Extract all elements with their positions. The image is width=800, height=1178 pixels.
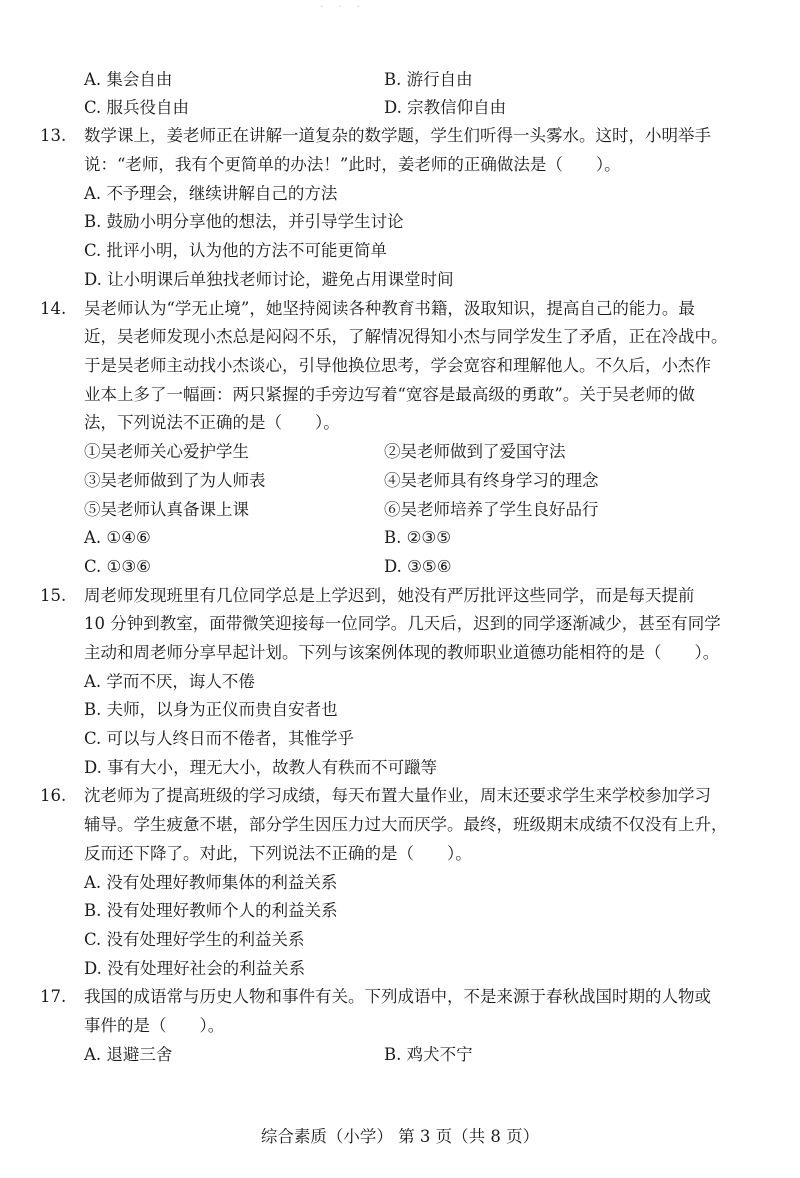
q15-option-d: D. 事有大小，理无大小，故教人有秩而不可躐等 <box>84 758 438 777</box>
q14-statement-3: ③吴老师做到了为人师表 <box>84 471 266 490</box>
q12-option-a: A. 集会自由 <box>84 70 173 89</box>
q17-option-a: A. 退避三舍 <box>84 1045 173 1064</box>
q15-option-a: A. 学而不厌，诲人不倦 <box>84 672 255 691</box>
q13-number: 13. <box>40 126 67 145</box>
q13-stem-line: 说：“老师，我有个更简单的办法！”此时，姜老师的正确做法是（ ）。 <box>84 155 621 174</box>
q12-option-c: C. 服兵役自由 <box>84 98 190 117</box>
q14-statement-6: ⑥吴老师培养了学生良好品行 <box>384 500 599 519</box>
q15-stem-line: 10 分钟到教室，面带微笑迎接每一位同学。几天后，迟到的同学逐渐减少，甚至有同学 <box>84 614 721 633</box>
q16-number: 16. <box>40 786 67 805</box>
q17-stem-line: 事件的是（ ）。 <box>84 1016 225 1035</box>
q17-stem-line: 我国的成语常与历史人物和事件有关。下列成语中，不是来源于春秋战国时期的人物或 <box>84 987 711 1006</box>
q13-option-c: C. 批评小明，认为他的方法不可能更简单 <box>84 241 388 260</box>
q14-stem-line: 法，下列说法不正确的是（ ）。 <box>84 413 340 432</box>
q17-option-b: B. 鸡犬不宁 <box>384 1045 473 1064</box>
q14-option-a: A. ①④⑥ <box>84 528 151 547</box>
q14-option-d: D. ③⑤⑥ <box>384 557 452 576</box>
q14-statement-2: ②吴老师做到了爱国守法 <box>384 442 566 461</box>
q15-stem-line: 周老师发现班里有几位同学总是上学迟到，她没有严厉批评这些同学，而是每天提前 <box>84 586 695 605</box>
q16-option-c: C. 没有处理好学生的利益关系 <box>84 930 305 949</box>
q14-stem-line: 吴老师认为“学无止境”，她坚持阅读各种教育书籍，汲取知识，提高自己的能力。最 <box>84 299 695 318</box>
q14-stem-line: 业本上多了一幅画：两只紧握的手旁边写着“宽容是最高级的勇敢”。关于吴老师的做 <box>84 385 695 404</box>
q14-number: 14. <box>40 299 67 318</box>
q12-option-d: D. 宗教信仰自由 <box>384 98 507 117</box>
q16-stem-line: 辅导。学生疲惫不堪，部分学生因压力过大而厌学。最终，班级期末成绩不仅没有上升， <box>84 815 728 834</box>
q16-option-d: D. 没有处理好社会的利益关系 <box>84 959 306 978</box>
q16-stem-line: 反而还下降了。对此，下列说法不正确的是（ ）。 <box>84 844 472 863</box>
q14-statement-5: ⑤吴老师认真备课上课 <box>84 500 249 519</box>
q13-option-d: D. 让小明课后单独找老师讨论，避免占用课堂时间 <box>84 270 454 289</box>
q15-number: 15. <box>40 586 67 605</box>
q14-stem-line: 近，吴老师发现小杰总是闷闷不乐，了解情况得知小杰与同学发生了矛盾，正在冷战中。 <box>84 327 728 346</box>
q15-stem-line: 主动和周老师分享早起计划。下列与该案例体现的教师职业道德功能相符的是（ ）。 <box>84 643 720 662</box>
q14-option-c: C. ①③⑥ <box>84 557 151 576</box>
q15-option-c: C. 可以与人终日而不倦者，其惟学乎 <box>84 729 355 748</box>
q14-statement-4: ④吴老师具有终身学习的理念 <box>384 471 599 490</box>
q13-stem-line: 数学课上，姜老师正在讲解一道复杂的数学题，学生们听得一头雾水。这时，小明举手 <box>84 126 711 145</box>
page-footer: 综合素质（小学） 第 3 页（共 8 页） <box>260 1127 540 1146</box>
q13-option-b: B. 鼓励小明分享他的想法，并引导学生讨论 <box>84 212 404 231</box>
q13-option-a: A. 不予理会，继续讲解自己的方法 <box>84 184 338 203</box>
q16-stem-line: 沈老师为了提高班级的学习成绩，每天布置大量作业，周末还要求学生来学校参加学习 <box>84 786 711 805</box>
q16-option-a: A. 没有处理好教师集体的利益关系 <box>84 873 338 892</box>
q15-option-b: B. 夫师，以身为正仪而贵自安者也 <box>84 700 338 719</box>
q14-statement-1: ①吴老师关心爱护学生 <box>84 442 249 461</box>
q16-option-b: B. 没有处理好教师个人的利益关系 <box>84 901 338 920</box>
q14-stem-line: 于是吴老师主动找小杰谈心，引导他换位思考，学会宽容和理解他人。不久后，小杰作 <box>84 356 711 375</box>
q17-number: 17. <box>40 987 67 1006</box>
q12-option-b: B. 游行自由 <box>384 70 473 89</box>
scan-artifact: · · · <box>320 2 366 13</box>
q14-option-b: B. ②③⑤ <box>384 528 451 547</box>
